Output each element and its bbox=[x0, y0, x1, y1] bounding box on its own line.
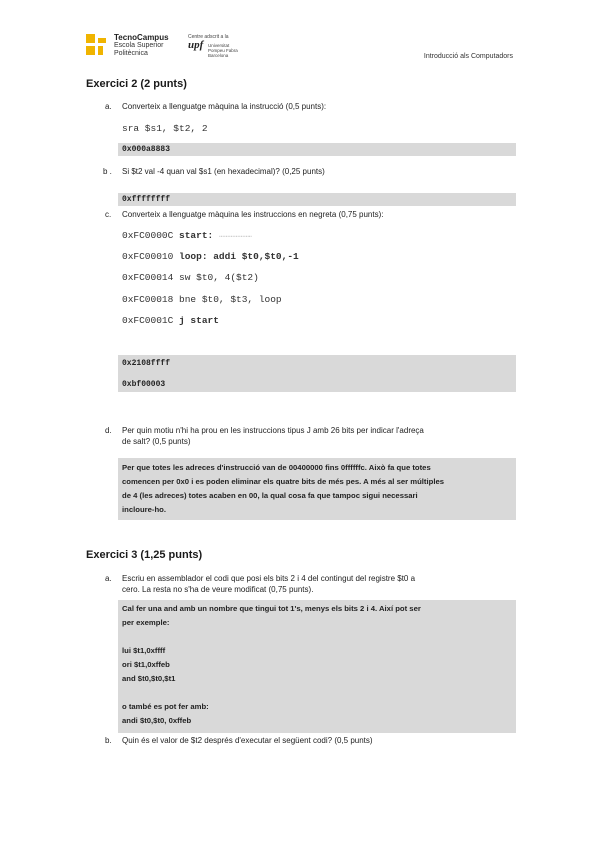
text-3b: Quin és el valor de $t2 després d'executar el següent codi? (0,5 punts) bbox=[122, 736, 373, 745]
tecnocampus-logo bbox=[86, 34, 108, 56]
answer-3a-line-4: lui $t1,0xffff bbox=[122, 646, 166, 655]
text-2d-line-1: Per quin motiu n'hi ha prou en les instruccions tipus J amb 26 bits per indicar l'adreça bbox=[122, 426, 424, 435]
address: 0xFC0000C bbox=[122, 230, 174, 241]
label-2a: a. bbox=[105, 102, 112, 111]
answer-3a-line-6: and $t0,$t0,$t1 bbox=[122, 674, 176, 683]
code-line-4 bbox=[122, 294, 282, 305]
answer-3a-line-5: ori $t1,0xffeb bbox=[122, 660, 170, 669]
code-line-1 bbox=[122, 230, 252, 241]
dots: ……………….. bbox=[218, 232, 252, 239]
exercise-2-title: Exercici 2 (2 punts) bbox=[86, 78, 187, 90]
exercise-3-title: Exercici 3 (1,25 punts) bbox=[86, 549, 203, 561]
instruction: start: bbox=[179, 230, 214, 241]
instruction: sw $t0, 4($t2) bbox=[179, 272, 259, 283]
code-line-3 bbox=[122, 272, 259, 283]
course-name: Introducció als Computadors bbox=[423, 53, 513, 60]
answer-2c bbox=[118, 355, 516, 392]
answer-3a-blank-2 bbox=[122, 686, 512, 700]
label-3a: a. bbox=[105, 574, 112, 583]
answer-2d-line-1: Per que totes les adreces d'instrucció van de 00400000 fins 0ffffffc. Això fa que totes bbox=[122, 463, 431, 472]
question-3a bbox=[105, 573, 522, 595]
question-3b bbox=[105, 735, 373, 746]
upf-mark: upf bbox=[188, 39, 204, 51]
answer-3a-line-2: per exemple: bbox=[122, 618, 170, 627]
address: 0xFC00010 bbox=[122, 251, 174, 262]
label-3b: b. bbox=[105, 736, 112, 745]
question-2b bbox=[103, 166, 325, 177]
instruction: j start bbox=[179, 315, 219, 326]
upf-top-text: Centre adscrit a la bbox=[188, 34, 229, 40]
instruction: bne $t0, $t3, loop bbox=[179, 294, 282, 305]
answer-3a-blank-1 bbox=[122, 630, 512, 644]
text-2b: Si $t2 val -4 quan val $s1 (en hexadecimal)? (0,25 punts) bbox=[122, 167, 325, 176]
text-3a-line-2: cero. La resta no s'ha de veure modificat (0,75 punts). bbox=[122, 585, 314, 594]
question-2d bbox=[105, 425, 522, 447]
upf-line-3: Barcelona bbox=[208, 53, 229, 58]
answer-2d bbox=[118, 458, 516, 520]
text-2a: Converteix a llenguatge màquina la instrucció (0,5 punts): bbox=[122, 102, 327, 111]
answer-2a: 0x000a8883 bbox=[118, 143, 516, 156]
label-2d: d. bbox=[105, 426, 112, 435]
answer-3a-line-1: Cal fer una and amb un nombre que tingui tot 1's, menys els bits 2 i 4. Així pot ser bbox=[122, 604, 421, 613]
answer-2d-line-3: de 4 (les adreces) totes acaben en 00, la qual cosa fa que tampoc sigui necessari bbox=[122, 491, 418, 500]
code-line-2 bbox=[122, 251, 299, 262]
text-2c: Converteix a llenguatge màquina les instruccions en negreta (0,75 punts): bbox=[122, 210, 384, 219]
school-line-2: Politècnica bbox=[114, 50, 148, 57]
text-2d-line-2: de salt? (0,5 punts) bbox=[122, 437, 191, 446]
question-2c bbox=[105, 209, 384, 220]
upf-text bbox=[208, 43, 248, 58]
brand-name: TecnoCampus bbox=[114, 33, 169, 42]
answer-2d-line-4: incloure-ho. bbox=[122, 505, 166, 514]
code-2a: sra $s1, $t2, 2 bbox=[122, 123, 208, 134]
answer-2c-line-1: 0x2108ffff bbox=[122, 359, 171, 368]
question-2a bbox=[105, 101, 327, 112]
address: 0xFC00018 bbox=[122, 294, 174, 305]
address: 0xFC0001C bbox=[122, 315, 174, 326]
upf-logo bbox=[188, 34, 248, 64]
instruction: loop: addi $t0,$t0,-1 bbox=[179, 251, 299, 262]
answer-3a-line-9: andi $t0,$t0, 0xffeb bbox=[122, 716, 192, 725]
code-line-5 bbox=[122, 315, 219, 326]
school-line-1: Escola Superior bbox=[114, 42, 164, 49]
label-2b: b . bbox=[103, 167, 112, 176]
answer-2d-line-2: comencen per 0x0 i es poden eliminar els quatre bits de més pes. A més al ser múltiples bbox=[122, 477, 445, 486]
school-name bbox=[114, 34, 169, 58]
upf-line-1: Universitat bbox=[208, 43, 230, 48]
upf-line-2: Pompeu Fabra bbox=[208, 48, 238, 53]
answer-3a bbox=[118, 600, 516, 733]
address: 0xFC00014 bbox=[122, 272, 174, 283]
text-3a-line-1: Escriu en assemblador el codi que posi els bits 2 i 4 del contingut del registre $t0 a bbox=[122, 574, 416, 583]
answer-2c-line-2: 0xbf00003 bbox=[122, 380, 166, 389]
answer-2b: 0xffffffff bbox=[118, 193, 516, 206]
answer-3a-line-8: o també es pot fer amb: bbox=[122, 702, 209, 711]
label-2c: c. bbox=[105, 210, 112, 219]
